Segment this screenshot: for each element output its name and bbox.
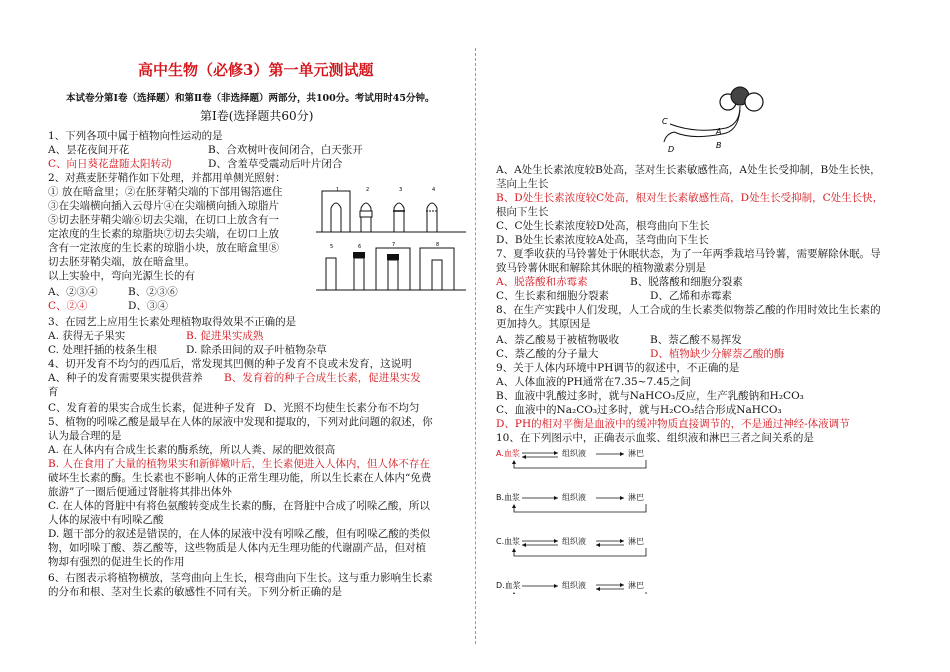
- figure-number: 3: [399, 187, 403, 193]
- q7-stem: 致马铃薯休眠和解除其休眠的植物激素分别是: [496, 262, 706, 274]
- q1-stem: 1、下列各项中属于植物向性运动的是: [48, 130, 223, 142]
- q2-option-c: C、②④: [48, 300, 88, 312]
- q3-option-c: C. 处理扦插的枝条生根: [48, 344, 157, 356]
- q9-option-b: B、血液中乳酸过多时，就与NaHCO₃反应，生产乳酸钠和H₂CO₃: [496, 390, 804, 402]
- q1-option-c: C、向日葵花盘随太阳转动: [48, 158, 172, 170]
- q6-stem: 6、右图表示将植物横放，茎弯曲向上生长，根弯曲向下生长。这与重力影响生长素: [48, 572, 433, 584]
- q6-option-a: A、A处生长素浓度较B处高，茎对生长素敏感性高，A处生长受抑制，B处生长快，: [496, 164, 881, 176]
- coleoptile-2: [360, 203, 372, 232]
- q5-option-d: 物却有强烈的促进生长的作用: [48, 556, 185, 568]
- q10-arrow-plasma-to-tissue-head: [554, 451, 558, 455]
- figure-label-d: D: [668, 145, 675, 154]
- q5-option-a: A. 在人体内有合成生长素的酶系统，所以人粪、尿的肥效很高: [48, 444, 336, 456]
- coleoptile-3: [393, 203, 405, 232]
- q4-stem: 4、切开发育不均匀的西瓜后，常发现其凹侧的种子发育不良或未发育，这说明: [48, 358, 412, 370]
- q7-option-d: D、乙烯和赤霉素: [650, 290, 732, 302]
- q10-arrow-lymph-to-tissue-head: [596, 543, 600, 547]
- q5-stem: 5、植物的吲哚乙酸是最早在人体的尿液中发现和提取的，下列对此问题的叙述，你: [48, 416, 433, 428]
- q2-option-a: A、②③④: [48, 286, 98, 298]
- q3-option-b: B. 促进果实成熟: [186, 330, 264, 342]
- q6-option-c: C、C处生长素浓度较D处高，根弯曲向下生长: [496, 220, 710, 232]
- q10-arrow-tissue-to-lymph-head: [620, 583, 624, 587]
- coleoptile-7: [376, 248, 410, 290]
- q9-stem: 9、关于人体内环境中PH调节的叙述中，不正确的是: [496, 362, 740, 374]
- coleoptile-5: [326, 258, 336, 290]
- q2-line: 定浓度的生长素的琼脂块⑦切去尖端，在切口上放: [48, 228, 279, 240]
- q10-diagrams: [496, 444, 696, 594]
- exam-title: 高中生物（必修3）第一单元测试题: [138, 61, 374, 79]
- q1-option-a: A、昙花夜间开花: [48, 144, 130, 156]
- q10-arrow-tissue-to-lymph-head: [620, 452, 624, 456]
- q2-line: 含有一定浓度的生长素的琼脂小块，放在暗盒里⑧: [48, 242, 279, 254]
- q5-option-b: 旅游”了一圈后便通过肾脏将其排出体外: [48, 486, 232, 498]
- q4-option-a: A、种子的发育需要果实提供营养: [48, 372, 203, 384]
- q10-loop-lymph-to-plasma: [514, 548, 646, 556]
- q10-loop-head: [512, 548, 516, 552]
- q10-arrow-plasma-to-tissue-head: [554, 496, 558, 500]
- coleoptile-1: [322, 191, 350, 232]
- q10-loop-lymph-to-plasma: [514, 504, 646, 512]
- q6-option-a: 茎向上生长: [496, 178, 549, 190]
- q8-option-a: A、萘乙酸易于被植物吸收: [496, 334, 620, 346]
- column-divider: [475, 48, 476, 644]
- figure-number: 4: [432, 187, 436, 193]
- q7-option-a: A、脱落酸和赤霉素: [496, 276, 588, 288]
- q5-option-b: 破坏生长素的酶。生长素也不影响人体的正常生理功能，所以生长素在人体内“免费: [48, 472, 432, 484]
- q4-option-b-continued: 育: [48, 386, 59, 398]
- q10-stem: 10、在下列图示中，正确表示血浆、组织液和淋巴三者之间关系的是: [496, 432, 814, 444]
- q7-option-b: B、脱落酸和细胞分裂素: [630, 276, 743, 288]
- q3-stem: 3、在园艺上应用生长素处理植物取得效果不正确的是: [48, 316, 297, 328]
- q10-arrow-lymph-to-tissue-head: [596, 587, 600, 591]
- q10-diagram-lymph-label: 淋巴: [628, 449, 644, 458]
- q2-line: ① 放在暗盒里；②在胚芽鞘尖端的下部用锡箔遮住: [48, 186, 283, 198]
- figure-label-c: C: [662, 117, 668, 126]
- figure-number: 1: [336, 187, 340, 193]
- q9-option-c: C、血液中的Na₂CO₃过多时，就与H₂CO₃结合形成NaHCO₃: [496, 404, 782, 416]
- q4-option-c: C、发育着的果实合成生长素，促进种子发育: [48, 402, 256, 414]
- q10-arrow-tissue-to-lymph-head: [620, 496, 624, 500]
- section-heading: 第Ⅰ卷(选择题共60分): [200, 109, 314, 123]
- q2-option-b: B、②③⑥: [128, 286, 178, 298]
- q1-option-b: B、合欢树叶夜间闭合，白天张开: [208, 144, 363, 156]
- q5-option-d: D. 题干部分的叙述是错误的，在人体的尿液中没有吲哚乙酸，但有吲哚乙酸的类似: [48, 528, 431, 540]
- q4-option-b: B、发育着的种子合成生长素，促进果实发: [224, 372, 421, 384]
- q8-stem: 8、在生产实践中人们发现，人工合成的生长素类似物萘乙酸的作用时效比生长素的: [496, 304, 881, 316]
- q10-diagram-tissue-label: 组织液: [562, 449, 586, 458]
- q1-option-d: D、含羞草受震动后叶片闭合: [208, 158, 343, 170]
- q2-line: ⑤切去胚芽鞘尖端⑥切去尖端，在切口上放含有一: [48, 214, 279, 226]
- q6-horizontal-plant-figure: [656, 84, 776, 154]
- q5-option-d: 物，如吲哚丁酸、萘乙酸等，这些物质是人体内无生理功能的代谢副产品，但对植: [48, 542, 426, 554]
- q2-line: 2、对燕麦胚芽鞘作如下处理，并都用单侧光照射：: [48, 172, 286, 184]
- q5-stem: 认为最合理的是: [48, 430, 122, 442]
- coleoptile-4: [426, 203, 438, 232]
- q8-option-d: D、植物缺少分解萘乙酸的酶: [650, 348, 785, 360]
- q10-loop-lymph-to-plasma: [514, 592, 646, 594]
- q10-arrow-tissue-to-plasma-head: [522, 455, 526, 459]
- figure-label-a: A: [716, 127, 722, 136]
- q5-option-b: B. 人在食用了大量的植物果实和新鲜嫩叶后，生长素便进入人体内，但人体不存在: [48, 458, 430, 470]
- figure-number: 8: [436, 242, 440, 248]
- q3-option-d: D. 除杀田间的双子叶植物杂草: [186, 344, 327, 356]
- q10-diagram-lymph-label: 淋巴: [628, 581, 644, 590]
- q10-loop-head: [512, 460, 516, 464]
- exam-subtitle: 本试卷分第Ⅰ卷（选择题）和第Ⅱ卷（非选择题）两部分，共100分。考试用时45分钟。: [66, 93, 435, 104]
- q8-stem: 更加持久。其原因是: [496, 318, 591, 330]
- q6-stem: 的分布和根、茎对生长素的敏感性不同有关。下列分析正确的是: [48, 586, 342, 598]
- q10-arrow-tissue-to-lymph-head: [620, 539, 624, 543]
- q6-option-b: 根向下生长: [496, 206, 549, 218]
- q3-option-a: A. 获得无子果实: [48, 330, 126, 342]
- q10-diagram-lymph-label: 淋巴: [628, 493, 644, 502]
- q2-line: 以上实验中，弯向光源生长的有: [48, 270, 195, 282]
- q2-option-d: D、③④: [128, 300, 168, 312]
- q10-diagram-plasma-label: D.血浆: [496, 581, 521, 590]
- q6-option-b: B、D处生长素浓度较C处高，根对生长素敏感性高，D处生长受抑制，C处生长快，: [496, 192, 884, 204]
- q10-loop-lymph-to-plasma: [514, 460, 646, 468]
- q5-option-c: 人体的尿液中有吲哚乙酸: [48, 514, 164, 526]
- q7-option-c: C、生长素和细胞分裂素: [496, 290, 610, 302]
- q10-loop-head: [512, 592, 516, 594]
- coleoptile-8: [420, 248, 454, 290]
- q2-line: ③在尖端横向插入云母片④在尖端横向插入琼脂片: [48, 200, 279, 212]
- q10-arrow-tissue-to-plasma-head: [522, 543, 526, 547]
- q9-option-a: A、人体血液的PH通常在7.35~7.45之间: [496, 376, 691, 388]
- figure-number: 5: [330, 244, 334, 250]
- q10-diagram-plasma-label: B.血浆: [496, 493, 521, 502]
- q10-diagram-tissue-label: 组织液: [562, 493, 586, 502]
- q6-option-d: D、B处生长素浓度较A处高，茎弯曲向下生长: [496, 234, 709, 246]
- q10-diagram-plasma-label: C.血浆: [496, 537, 521, 546]
- q8-option-b: B、萘乙酸不易挥发: [650, 334, 742, 346]
- q4-option-d: D、光照不均使生长素分布不均匀: [264, 402, 420, 414]
- q8-option-c: C、萘乙酸的分子量大: [496, 348, 599, 360]
- q10-arrow-plasma-to-tissue-head: [554, 584, 558, 588]
- coleoptile-6: [353, 252, 365, 290]
- q7-stem: 7、夏季收获的马铃薯处于休眠状态，为了一年两季栽培马铃薯，需要解除休眠。导: [496, 248, 881, 260]
- q10-diagram-tissue-label: 组织液: [562, 581, 586, 590]
- figure-number: 6: [358, 244, 362, 250]
- q10-loop-head: [512, 504, 516, 508]
- q10-arrow-plasma-to-tissue-head: [554, 539, 558, 543]
- q10-diagram-plasma-label: A.血浆: [496, 449, 520, 458]
- q2-line: 切去胚芽鞘尖端，放在暗盒里。: [48, 256, 195, 268]
- q2-oat-coleoptile-figure: [316, 186, 466, 294]
- q9-option-d: D、PH的相对平衡是血液中的缓冲物质直接调节的，不是通过神经-体液调节: [496, 418, 850, 430]
- q10-diagram-tissue-label: 组织液: [562, 537, 586, 546]
- figure-number: 2: [366, 187, 370, 193]
- q5-option-c: C. 在人体的肾脏中有将色氨酸转变成生长素的酶，在肾脏中合成了吲哚乙酸，所以: [48, 500, 430, 512]
- q10-diagram-lymph-label: 淋巴: [628, 537, 644, 546]
- figure-number: 7: [392, 242, 396, 248]
- figure-label-b: B: [716, 141, 722, 150]
